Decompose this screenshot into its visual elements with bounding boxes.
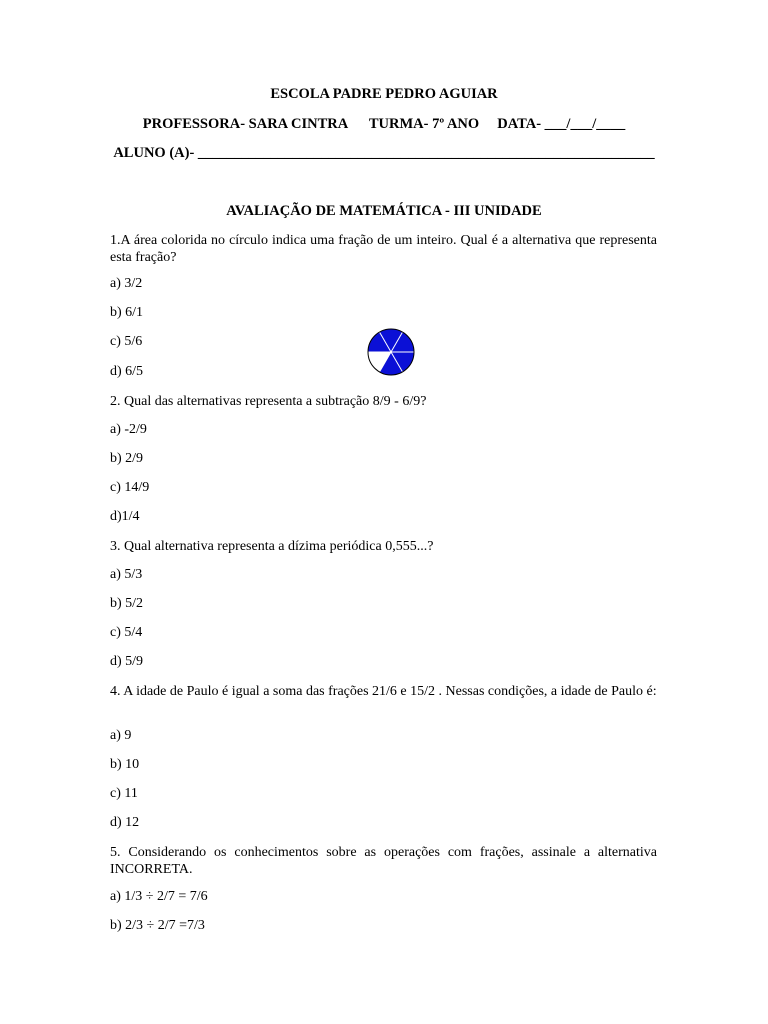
question-2-option-b: b) 2/9: [110, 451, 144, 466]
question-4-option-c: c) 11: [110, 786, 138, 801]
teacher-class-date-line: PROFESSORA- SARA CINTRA TURMA- 7º ANO DATA- ___/___/____: [142, 116, 626, 132]
question-2-option-c: c) 14/9: [110, 480, 150, 495]
question-2-option-a: a) -2/9: [110, 422, 147, 437]
question-1-option-c: c) 5/6: [110, 334, 143, 349]
question-5-option-b: b) 2/3 ÷ 2/7 =7/3: [110, 918, 205, 933]
question-1-option-d: d) 6/5: [110, 364, 144, 379]
question-1-option-a: a) 3/2: [110, 276, 143, 291]
question-2-text: 2. Qual das alternativas representa a subtração 8/9 - 6/9?: [110, 394, 427, 409]
question-5-option-a: a) 1/3 ÷ 2/7 = 7/6: [110, 889, 208, 904]
question-3-option-c: c) 5/4: [110, 625, 143, 640]
question-3-option-d: d) 5/9: [110, 654, 144, 669]
question-4-option-a: a) 9: [110, 728, 132, 743]
question-1-text: 1.A área colorida no círculo indica uma fração de um inteiro. Qual é a alternativa que representa esta fração?: [110, 233, 657, 265]
fraction-pie-figure: [366, 327, 416, 377]
question-5-text: 5. Considerando os conhecimentos sobre as operações com frações, assinale a alternativa INCORRETA.: [110, 845, 657, 877]
question-4-option-b: b) 10: [110, 757, 140, 772]
school-name: ESCOLA PADRE PEDRO AGUIAR: [270, 86, 498, 102]
question-3-option-b: b) 5/2: [110, 596, 144, 611]
question-3-text: 3. Qual alternativa representa a dízima periódica 0,555...?: [110, 539, 434, 554]
question-3-option-a: a) 5/3: [110, 567, 143, 582]
question-2-option-d: d)1/4: [110, 509, 140, 524]
exam-title: AVALIAÇÃO DE MATEMÁTICA - III UNIDADE: [226, 203, 542, 219]
question-4-text: 4. A idade de Paulo é igual a soma das frações 21/6 e 15/2 . Nessas condições, a idade de Paulo é:: [110, 684, 657, 699]
question-1-option-b: b) 6/1: [110, 305, 144, 320]
question-4-option-d: d) 12: [110, 815, 140, 830]
student-name-line: ALUNO (A)- _______________________________________________________________: [113, 145, 655, 161]
